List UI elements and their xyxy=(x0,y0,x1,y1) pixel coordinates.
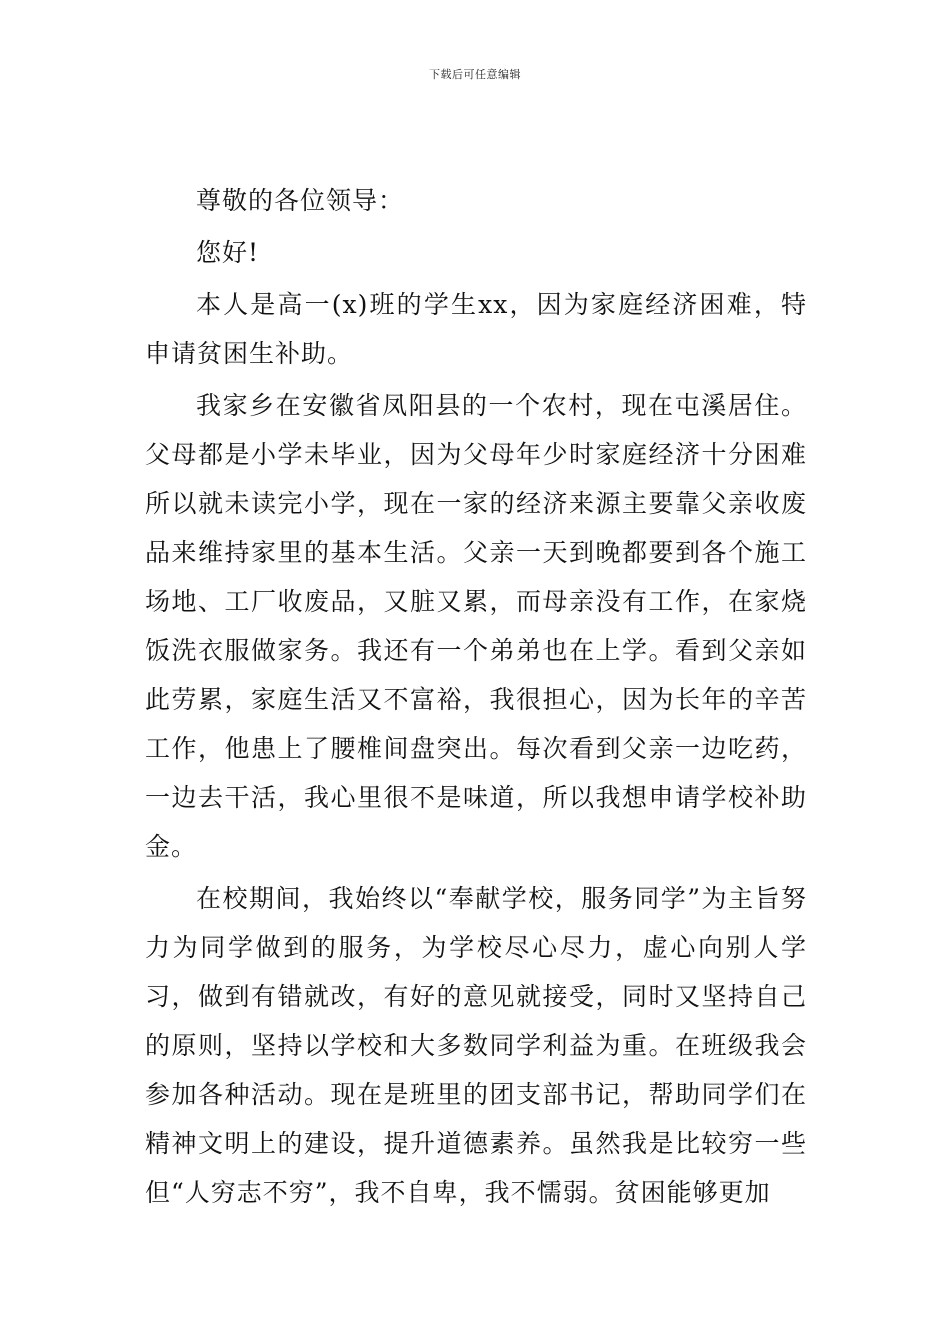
paragraph-intro: 本人是高一(x)班的学生xx，因为家庭经济困难，特申请贫困生补助。 xyxy=(145,290,807,368)
letter-body xyxy=(145,176,807,1217)
salutation: 尊敬的各位领导： xyxy=(196,186,405,215)
greeting: 您好! xyxy=(196,238,260,267)
paragraph-family: 我家乡在安徽省凤阳县的一个农村，现在屯溪居住。父母都是小学未毕业，因为父母年少时家庭经济十分困难所以就未读完小学，现在一家的经济来源主要靠父亲收废品来维持家里的基本生活。父亲一天到晚都要到各个施工场地、工厂收废品，又脏又累，而母亲没有工作，在家烧饭洗衣服做家务。我还有一个弟弟也在上学。看到父亲如此劳累，家庭生活又不富裕，我很担心，因为长年的辛苦工作，他患上了腰椎间盘突出。每次看到父亲一边吃药，一边去干活，我心里很不是味道，所以我想申请学校补助金。 xyxy=(145,391,807,861)
header-note: 下载后可任意编辑 xyxy=(429,68,521,81)
paragraph-school: 在校期间，我始终以“奉献学校，服务同学”为主旨努力为同学做到的服务，为学校尽心尽力，虚心向别人学习，做到有错就改，有好的意见就接受，同时又坚持自己的原则，坚持以学校和大多数同学利益为重。在班级我会参加各种活动。现在是班里的团支部书记，帮助同学们在精神文明上的建设，提升道德素养。虽然我是比较穷一些但“人穷志不穷”，我不自卑，我不懦弱。贫困能够更加 xyxy=(145,884,807,1207)
